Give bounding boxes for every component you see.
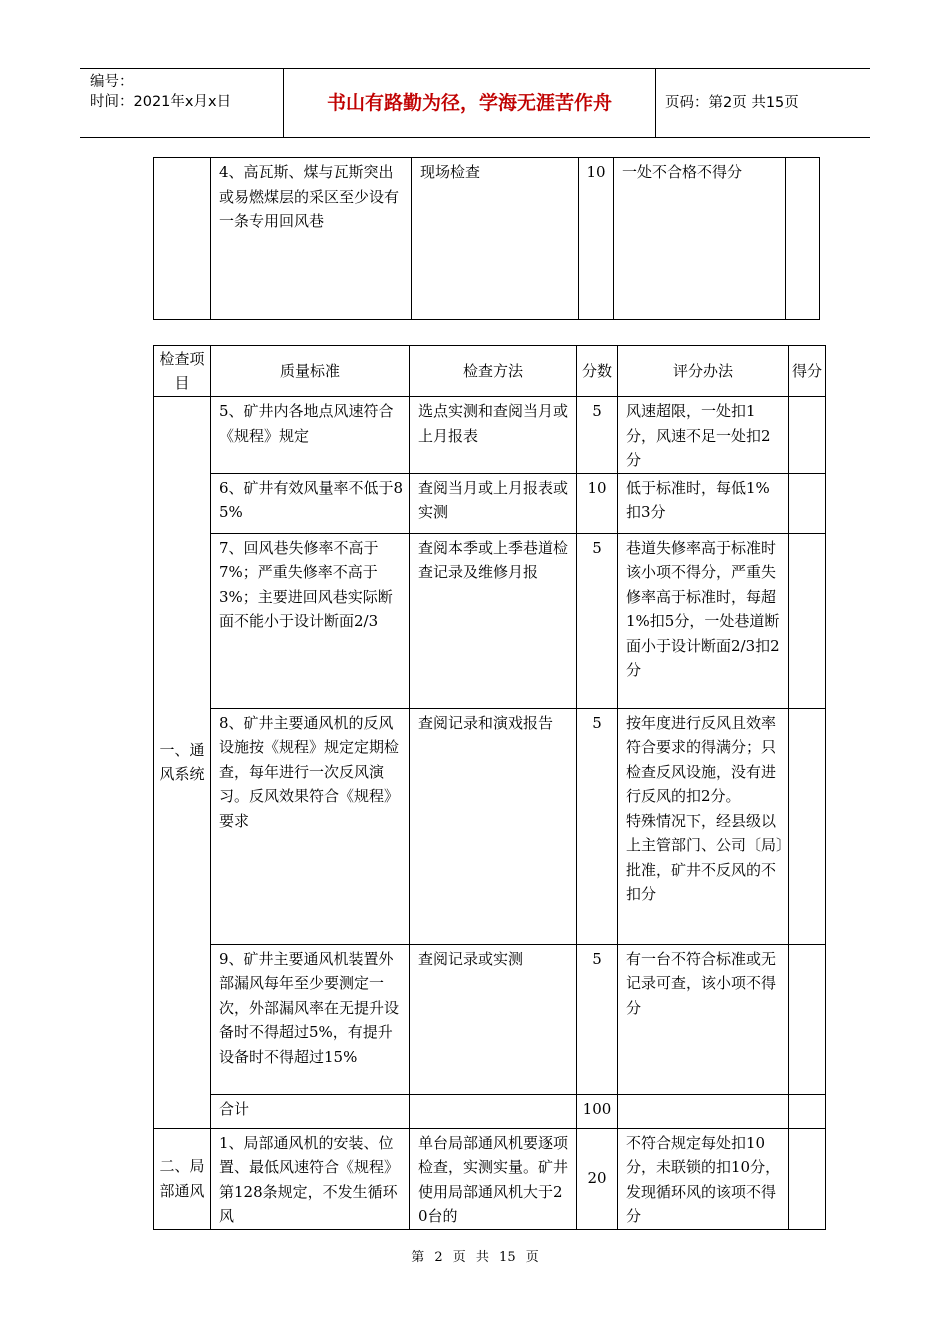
document-number-label: 编号： [90,74,134,90]
score-cell [789,944,826,1094]
header-score: 得分 [789,346,826,397]
table-row [154,708,826,944]
header-standard: 质量标准 [211,346,410,397]
section-ventilation-system: 一、通风系统 [154,397,211,1129]
points-cell: 5 [577,944,618,1094]
score-cell [789,1128,826,1229]
table-row [154,473,826,533]
item-cell [154,158,211,320]
points-cell: 5 [577,708,618,944]
table-row [154,533,826,708]
score-cell [789,708,826,944]
points-cell: 5 [577,533,618,708]
scoring-cell: 有一台不符合标准或无记录可查，该小项不得分 [618,944,789,1094]
scoring-cell: 不符合规定每处扣10分，未联锁的扣10分，发现循环风的该项不得分 [618,1128,789,1229]
points-cell: 5 [577,397,618,474]
table-row [154,158,820,320]
continuation-table [153,157,820,320]
score-cell [789,473,826,533]
score-cell [789,533,826,708]
header-scoring: 评分办法 [618,346,789,397]
points-cell: 10 [577,473,618,533]
method-cell: 查阅记录或实测 [410,944,577,1094]
scoring-note: 特殊情况下，经县级以上主管部门、公司〔局〕批准，矿井不反风的不扣分 [626,811,784,903]
method-cell [410,1094,577,1128]
points-cell: 20 [577,1128,618,1229]
scoring-cell: 风速超限，一处扣1分，风速不足一处扣2分 [618,397,789,474]
header-motto: 书山有路勤为径，学海无涯苦作舟 [283,69,656,137]
points-cell: 10 [579,158,614,320]
header-points: 分数 [577,346,618,397]
standard-cell: 1、局部通风机的安装、位置、最低风速符合《规程》第128条规定，不发生循环风 [211,1128,410,1229]
scoring-cell: 巷道失修率高于标准时该小项不得分，严重失修率高于标准时，每超1%扣5分，一处巷道断面小于设计断面2/3扣2分 [618,533,789,708]
table-row [154,1128,826,1229]
score-cell [789,397,826,474]
header-page-info: 页码：第2页 共15页 [665,95,799,111]
total-label: 合计 [211,1094,410,1128]
standard-cell: 7、回风巷失修率不高于7%；严重失修率不高于3%；主要进回风巷实际断面不能小于设计断面2/3 [211,533,410,708]
table-row [154,397,826,474]
total-points: 100 [577,1094,618,1128]
page-header [80,68,870,138]
standard-cell: 9、矿井主要通风机装置外部漏风每年至少要测定一次，外部漏风率在无提升设备时不得超过5%，有提升设备时不得超过15% [211,944,410,1094]
header-meta [80,69,283,137]
method-cell: 查阅记录和演戏报告 [410,708,577,944]
header-item: 检查项目 [154,346,211,397]
scoring-cell: 低于标准时，每低1%扣3分 [618,473,789,533]
inspection-table [153,345,826,1230]
score-cell [789,1094,826,1128]
table-row [154,944,826,1094]
section-local-ventilation: 二、局部通风 [154,1128,211,1229]
standard-cell: 4、高瓦斯、煤与瓦斯突出或易燃煤层的采区至少设有一条专用回风巷 [211,158,412,320]
standard-cell: 5、矿井内各地点风速符合《规程》规定 [211,397,410,474]
method-cell: 单台局部通风机要逐项检查，实测实量。矿井使用局部通风机大于20台的 [410,1128,577,1229]
method-cell: 选点实测和查阅当月或上月报表 [410,397,577,474]
method-cell: 现场检查 [412,158,579,320]
method-cell: 查阅当月或上月报表或实测 [410,473,577,533]
scoring-text: 按年度进行反风且效率符合要求的得满分；只检查反风设施，没有进行反风的扣2分。 [626,713,777,805]
table-header-row [154,346,826,397]
scoring-cell [618,1094,789,1128]
standard-cell: 6、矿井有效风量率不低于85% [211,473,410,533]
header-method: 检查方法 [410,346,577,397]
total-row [154,1094,826,1128]
standard-cell: 8、矿井主要通风机的反风设施按《规程》规定定期检查，每年进行一次反风演习。反风效果符合《规程》要求 [211,708,410,944]
scoring-cell [618,708,789,944]
document-time-label: 时间：2021年x月x日 [90,94,232,110]
page-footer: 第 2 页 共 15 页 [411,1250,539,1265]
method-cell: 查阅本季或上季巷道检查记录及维修月报 [410,533,577,708]
score-cell [786,158,820,320]
scoring-cell: 一处不合格不得分 [614,158,786,320]
